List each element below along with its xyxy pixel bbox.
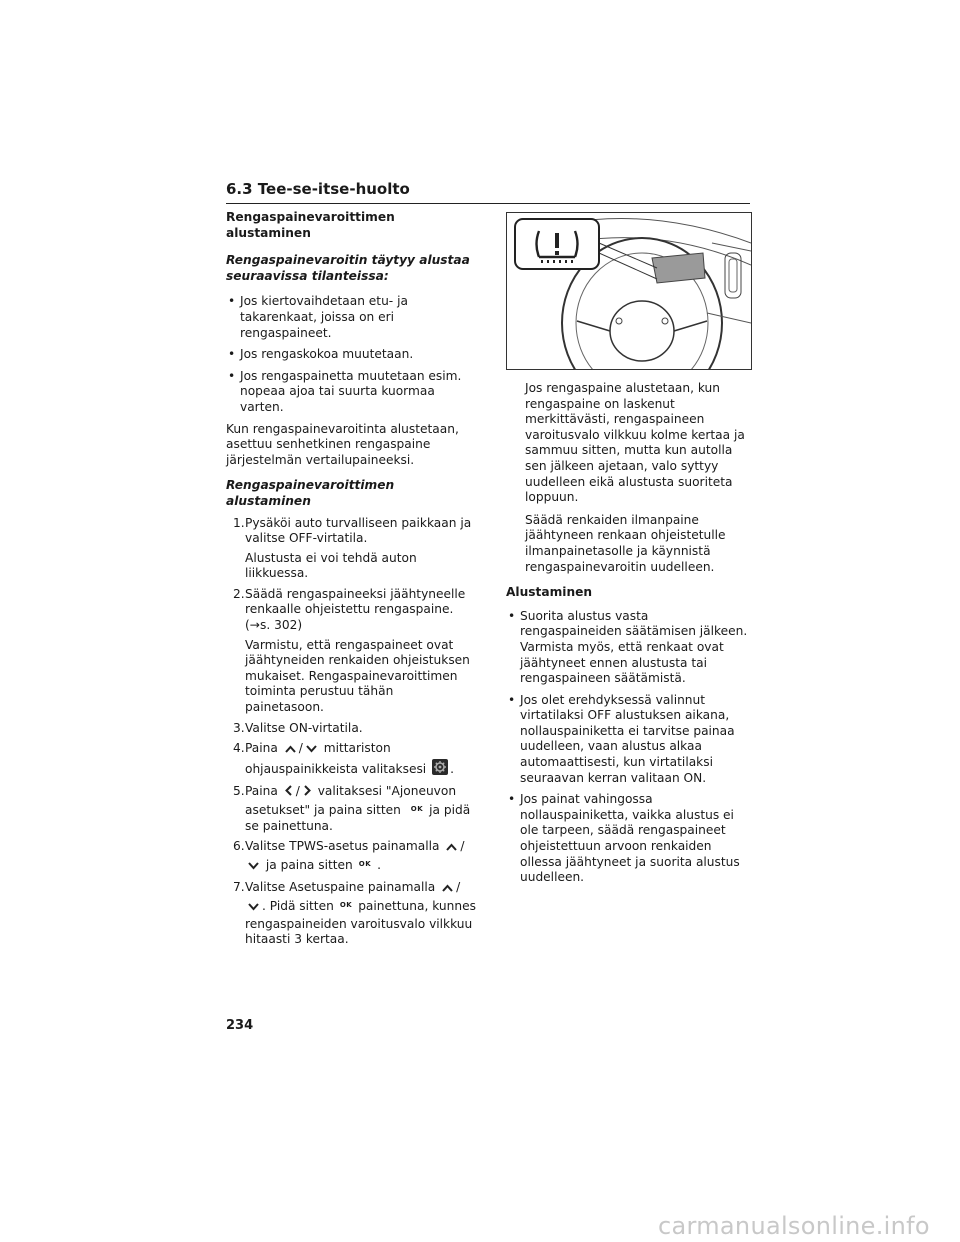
page-reference: (→s. 302) [245,618,303,633]
page-number: 234 [226,1018,254,1033]
step-7 [226,880,476,947]
tpms-warning-light-dashboard-icon [507,213,751,369]
step-number: 6. [233,839,245,854]
separator: / [298,741,303,756]
chevron-down-icon [247,860,260,876]
step-text: Pysäköi auto turvalliseen paikkaan ja valitse OFF-virtatila. [245,515,472,546]
bullet-marker: • [508,792,516,807]
situations-list [226,294,476,415]
reset-note-paragraph: Jos rengaspaine alustetaan, kun rengaspaine on laskenut merkittävästi, rengaspaineen varoitusvalo vilkkuu kolme kertaa ja sammuu sitten, mutta kun autolla sen jälkeen ajetaan, valo syttyy uudelleen eikä alustusta suoriteta loppuun. [525,381,745,505]
step-text: Valitse TPWS-asetus painamalla [245,839,440,854]
step-text: Säädä rengaspaineeksi jäähtyneelle renkaalle ohjeistettu rengaspaine. [245,586,466,617]
separator: / [456,880,461,895]
chevron-right-icon [302,784,312,802]
bullet-marker: • [508,692,516,707]
punctuation: . [377,857,382,872]
separator: / [460,839,465,854]
separator: / [295,784,300,799]
step-number: 1. [233,515,245,530]
section-header [226,180,750,204]
initialization-heading: Alustaminen [506,585,593,600]
step-text: ja pidä se painettuna. [245,803,471,833]
step-4 [226,741,476,779]
main-heading: Rengaspainevaroittimen alustaminen [226,210,395,240]
step-number: 3. [233,720,245,735]
list-item [506,693,750,787]
chevron-up-icon [441,882,454,898]
settings-gear-icon [432,759,448,780]
step-1 [226,516,476,582]
initialization-notes [506,609,750,886]
ok-button-icon: OK [410,805,424,813]
step-text: Paina [245,741,278,756]
step-3 [226,721,476,737]
list-item [226,347,476,363]
step-text: valitaksesi "Ajoneuvon asetukset" ja paina sitten [245,784,457,817]
list-item [506,792,750,886]
step-text: ja paina sitten [265,857,353,872]
step-text: Paina [245,784,278,799]
bullet-marker: • [508,608,516,623]
subheading-situations: Rengaspainevaroitin täytyy alustaa seuraavissa tilanteissa: [226,253,470,283]
step-2 [226,587,476,716]
list-item [506,609,750,687]
punctuation: . [450,761,454,776]
step-5 [226,784,476,834]
list-item-text: Jos painat vahingossa nollauspainiketta, vaikka alustus ei ole tarpeen, säädä rengaspaineet ohjeistettuun arvoon renkaiden ollessa jäähtyneet ja suorita alustus uudelleen. [520,792,740,885]
bullet-marker: • [228,347,236,362]
subheading-procedure: Rengaspainevaroittimen alustaminen [226,478,395,508]
chevron-down-icon [305,743,318,759]
step-text: Valitse ON-virtatila. [245,720,363,735]
list-item [226,294,476,341]
list-item-text: Jos kiertovaihdetaan etu- ja takarenkaat, joissa on eri rengaspaineet. [240,294,408,340]
step-note: Alustusta ei voi tehdä auton liikkuessa. [245,550,417,581]
watermark: carmanualsonline.info [658,1212,930,1240]
step-6 [226,839,476,875]
step-text: Valitse Asetuspaine painamalla [245,880,436,895]
intro-paragraph: Kun rengaspainevaroitinta alustetaan, asettuu senhetkinen rengaspaine järjestelmän vertailupaineeksi. [226,421,459,467]
section-title: 6.3 Tee-se-itse-huolto [226,180,410,198]
dashboard-illustration [506,212,752,370]
adjust-note-paragraph: Säädä renkaiden ilmanpaine jäähtyneen renkaan ohjeistetulle ilmanpainetasolle ja käynnistä rengaspainevaroitin uudelleen. [525,512,726,574]
step-text: painettuna, kunnes rengaspaineiden varoitusvalo vilkkuu hitaasti 3 kertaa. [245,898,476,947]
ok-button-icon: OK [339,900,353,909]
step-number: 4. [233,741,245,756]
step-text: mittariston ohjauspainikkeista valitaksesi [245,741,427,776]
left-column [226,210,476,953]
chevron-left-icon [284,784,294,802]
list-item-text: Jos olet erehdyksessä valinnut virtatilaksi OFF alustuksen aikana, nollauspainiketta ei tarvitse painaa uudelleen, vaan alustus alkaa automaattisesti, kun virtatilaksi seuraavan kerran valitaan ON. [520,692,735,785]
ok-button-icon: OK [358,859,372,868]
chevron-down-icon [247,901,260,917]
list-item-text: Jos rengaskokoa muutetaan. [240,347,414,362]
list-item-text: Jos rengaspainetta muutetaan esim. nopeaa ajoa tai suurta kuormaa varten. [240,368,462,414]
right-column [506,381,750,892]
step-number: 7. [233,880,245,895]
bullet-marker: • [228,368,236,383]
bullet-marker: • [228,294,236,309]
step-note: Varmistu, että rengaspaineet ovat jäähtyneiden renkaiden ohjeistuksen mukaiset. Rengaspainevaroittimen toiminta perustuu tähän painetasoon. [245,637,470,715]
chevron-up-icon [284,743,297,759]
procedure-steps [226,516,476,948]
list-item [226,369,476,416]
step-number: 5. [233,784,245,799]
chevron-up-icon [445,841,458,857]
list-item-text: Suorita alustus vasta rengaspaineiden säätämisen jälkeen. Varmista myös, että renkaat ovat jäähtyneet ennen alustusta tai rengaspaineen säätämistä. [520,608,748,686]
step-number: 2. [233,586,245,601]
step-text: . Pidä sitten [262,898,334,913]
